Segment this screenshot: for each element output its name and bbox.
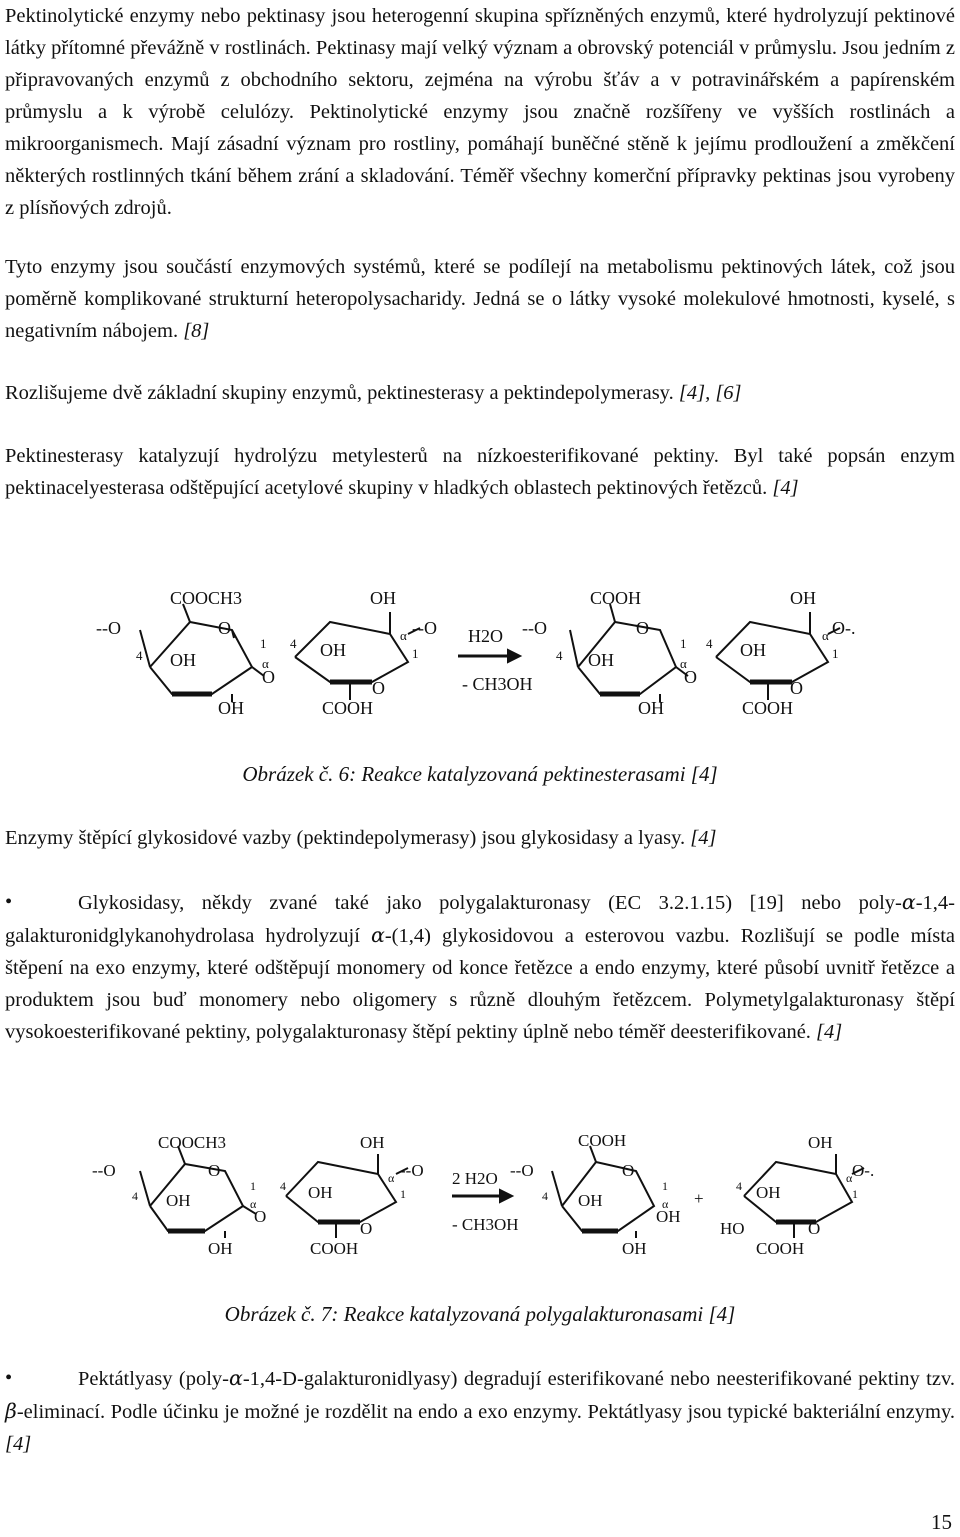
label-position-1: 1 — [412, 646, 419, 661]
label-position-1: 1 — [260, 636, 267, 651]
label-position-4: 4 — [556, 648, 563, 663]
label-position-1: 1 — [832, 646, 839, 661]
figure7-caption: Obrázek č. 7: Reakce katalyzovaná polygalakturonasami [4] — [224, 1302, 736, 1326]
label-reagent: H2O — [468, 626, 503, 646]
paragraph-metabolism — [5, 251, 955, 347]
label-position-4: 4 — [542, 1189, 548, 1203]
label-alpha: α — [680, 656, 687, 671]
label-oh: OH — [370, 588, 396, 608]
label-reagent: 2 H2O — [452, 1169, 498, 1188]
label-oh: OH — [218, 698, 244, 718]
label-o-dash: --O — [522, 618, 547, 638]
paragraph-groups — [5, 377, 955, 409]
citation-ref: [4], [6] — [678, 382, 742, 404]
paragraph-pektinesterasy — [5, 440, 955, 504]
label-ho: HO — [720, 1219, 745, 1238]
citation-ref: [4] — [5, 1433, 32, 1455]
paragraph-depolymerasy — [5, 822, 955, 854]
label-o: O — [636, 618, 649, 638]
figure7-reaction-scheme — [0, 1126, 960, 1266]
beta-symbol: β — [5, 1399, 17, 1423]
label-oh: OH — [320, 640, 346, 660]
figure6-caption: Obrázek č. 6: Reakce katalyzovaná pektinesterasami [4] — [242, 762, 718, 786]
label-o: O — [360, 1219, 373, 1238]
label-o-dash: --O — [400, 1161, 424, 1180]
label-o-dash: --O — [96, 618, 121, 638]
label-oh: OH — [656, 1207, 681, 1226]
label-o: O — [622, 1161, 635, 1180]
label-plus: + — [694, 1189, 704, 1208]
label-oh: OH — [360, 1133, 385, 1152]
label-cooh: COOH — [310, 1239, 359, 1258]
label-oh: OH — [622, 1239, 647, 1258]
text-segment: -1,4-galakturonidglykanohydrolasa hydrolyzují — [5, 892, 955, 947]
label-position-4: 4 — [132, 1189, 138, 1203]
label-o: O — [808, 1219, 821, 1238]
label-cooh: COOH — [578, 1131, 627, 1150]
text-segment: -1,4-D-galakturonidlyasy) degradují esterifikované nebo neesterifikované pektiny tzv. — [242, 1368, 955, 1390]
label-o-dash: --O — [92, 1161, 116, 1180]
paragraph-depolymerasy-text: Enzymy štěpící glykosidové vazby (pektindepolymerasy) jsou glykosidasy a lyasy. — [5, 827, 686, 849]
alpha-symbol: α — [371, 923, 385, 947]
page-number: 15 — [931, 1510, 952, 1534]
label-oh: OH — [308, 1183, 333, 1202]
paragraph-glykosidasy — [5, 886, 955, 1048]
label-oh: OH — [740, 640, 766, 660]
label-cooh: COOH — [590, 588, 642, 608]
label-oh: OH — [578, 1191, 603, 1210]
label-byproduct: - CH3OH — [462, 674, 533, 694]
label-o: O — [208, 1161, 221, 1180]
label-o: O — [254, 1207, 267, 1226]
label-cooh: COOH — [756, 1239, 805, 1258]
alpha-symbol: α — [901, 890, 916, 914]
paragraph-pektatlyasy — [5, 1362, 955, 1460]
label-position-4: 4 — [280, 1179, 286, 1193]
label-oh: OH — [588, 650, 614, 670]
label-oh: OH — [756, 1183, 781, 1202]
paragraph-intro-text: Pektinolytické enzymy nebo pektinasy jsou heterogenní skupina spřízněných enzymů, které hydrolyzují pektinové látky přítomné převážně v rostlinách. Pektinasy mají velký význam a obrovský potenciál v průmyslu. Jsou jedním z připravovaných enzymů z obchodního sektoru, zejména na výrobu šťáv a v potravinářském a papírenském průmyslu a k výrobě celulózy. Pektinolytické enzymy jsou značně rozšířeny ve vyšších rostlinách a mikroorganismech. Mají zásadní význam pro rostliny, pomáhají buněčné stěně k jejímu prodloužení a změkčení některých rostlinných tkání během zrání a skladování. Téměř všechny komerční přípravky pektinas jsou vyrobeny z plísňových zdrojů. — [5, 5, 955, 219]
label-alpha: α — [400, 628, 407, 643]
figure6-reaction-scheme — [0, 582, 960, 732]
label-oh: OH — [638, 698, 664, 718]
label-alpha: α — [846, 1171, 853, 1185]
citation-ref: [4] — [690, 827, 717, 849]
text-segment: Pektátlyasy (poly- — [78, 1368, 230, 1390]
label-o: O — [218, 618, 231, 638]
bullet-pektatlyasy: • — [5, 1367, 13, 1389]
label-position-4: 4 — [736, 1179, 742, 1193]
label-alpha: α — [388, 1171, 395, 1185]
text-segment: -eliminací. Podle účinku je možné je rozdělit na endo a exo enzymy. Pektátlyasy jsou typické bakteriální enzymy. — [16, 1401, 955, 1423]
label-position-1: 1 — [400, 1187, 406, 1201]
citation-ref: [4] — [816, 1021, 843, 1043]
label-o: O — [372, 678, 385, 698]
label-cooh: COOH — [322, 698, 374, 718]
citation-ref: [8] — [183, 320, 210, 342]
label-cooh: COOH — [742, 698, 794, 718]
label-o: O — [790, 678, 803, 698]
label-alpha: α — [262, 656, 269, 671]
label-position-1: 1 — [680, 636, 687, 651]
label-alpha: α — [822, 628, 829, 643]
label-cooch3: COOCH3 — [170, 588, 243, 608]
paragraph-pektinesterasy-text: Pektinesterasy katalyzují hydrolýzu metylesterů na nízkoesterifikované pektiny. Byl také popsán enzym pektinacelyesterasa odštěpující acetylové skupiny v hladkých oblastech pektinových řetězců. — [5, 445, 955, 499]
label-cooch3: COOCH3 — [158, 1133, 227, 1152]
text-segment: -(1,4) glykosidovou a esterovou vazbu. Rozlišují se podle místa štěpení na exo enzymy, které odštěpují monomery od konce řetězce a endo enzymy, které působí uvnitř řetězce a produktem jsou buď monomery nebo oligomery s různě dlouhým řetězcem. Polymetylgalakturonasy štěpí vysokoesterifikované pektiny, polygalakturonasy štěpí pektiny úplně nebo téměř deesterifikované. — [5, 925, 955, 1043]
label-position-1: 1 — [852, 1187, 858, 1201]
label-oh: OH — [170, 650, 196, 670]
alpha-symbol: α — [229, 1366, 243, 1390]
bullet-glykosidasy: • — [5, 891, 13, 913]
label-o: O — [684, 667, 697, 687]
label-oh: OH — [166, 1191, 191, 1210]
label-position-1: 1 — [662, 1179, 668, 1193]
label-byproduct: - CH3OH — [452, 1215, 519, 1234]
label-oh: OH — [208, 1239, 233, 1258]
label-oh: OH — [808, 1133, 833, 1152]
label-o-tail: O-. — [852, 1161, 875, 1180]
paragraph-groups-text: Rozlišujeme dvě základní skupiny enzymů, pektinesterasy a pektindepolymerasy. — [5, 382, 674, 404]
paragraph-metabolism-text: Tyto enzymy jsou součástí enzymových systémů, které se podílejí na metabolismu pektinových látek, což jsou poměrně komplikované strukturní heteropolysacharidy. Jedná se o látky vysoké molekulové hmotnosti, kyselé, s negativním nábojem. — [5, 256, 955, 342]
label-position-1: 1 — [250, 1179, 256, 1193]
label-alpha: α — [662, 1197, 669, 1211]
label-o-dash: --O — [510, 1161, 534, 1180]
label-oh: OH — [790, 588, 816, 608]
text-segment: Glykosidasy, někdy zvané také jako polygalakturonasy (EC 3.2.1.15) [19] nebo poly- — [78, 892, 902, 914]
label-position-4: 4 — [136, 648, 143, 663]
label-position-4: 4 — [290, 636, 297, 651]
citation-ref: [4] — [772, 477, 799, 499]
label-o-dash: --O — [412, 618, 437, 638]
label-o: O — [262, 667, 275, 687]
paragraph-intro — [5, 0, 955, 224]
label-o-tail: O-. — [832, 618, 856, 638]
label-position-4: 4 — [706, 636, 713, 651]
label-alpha: α — [250, 1197, 257, 1211]
